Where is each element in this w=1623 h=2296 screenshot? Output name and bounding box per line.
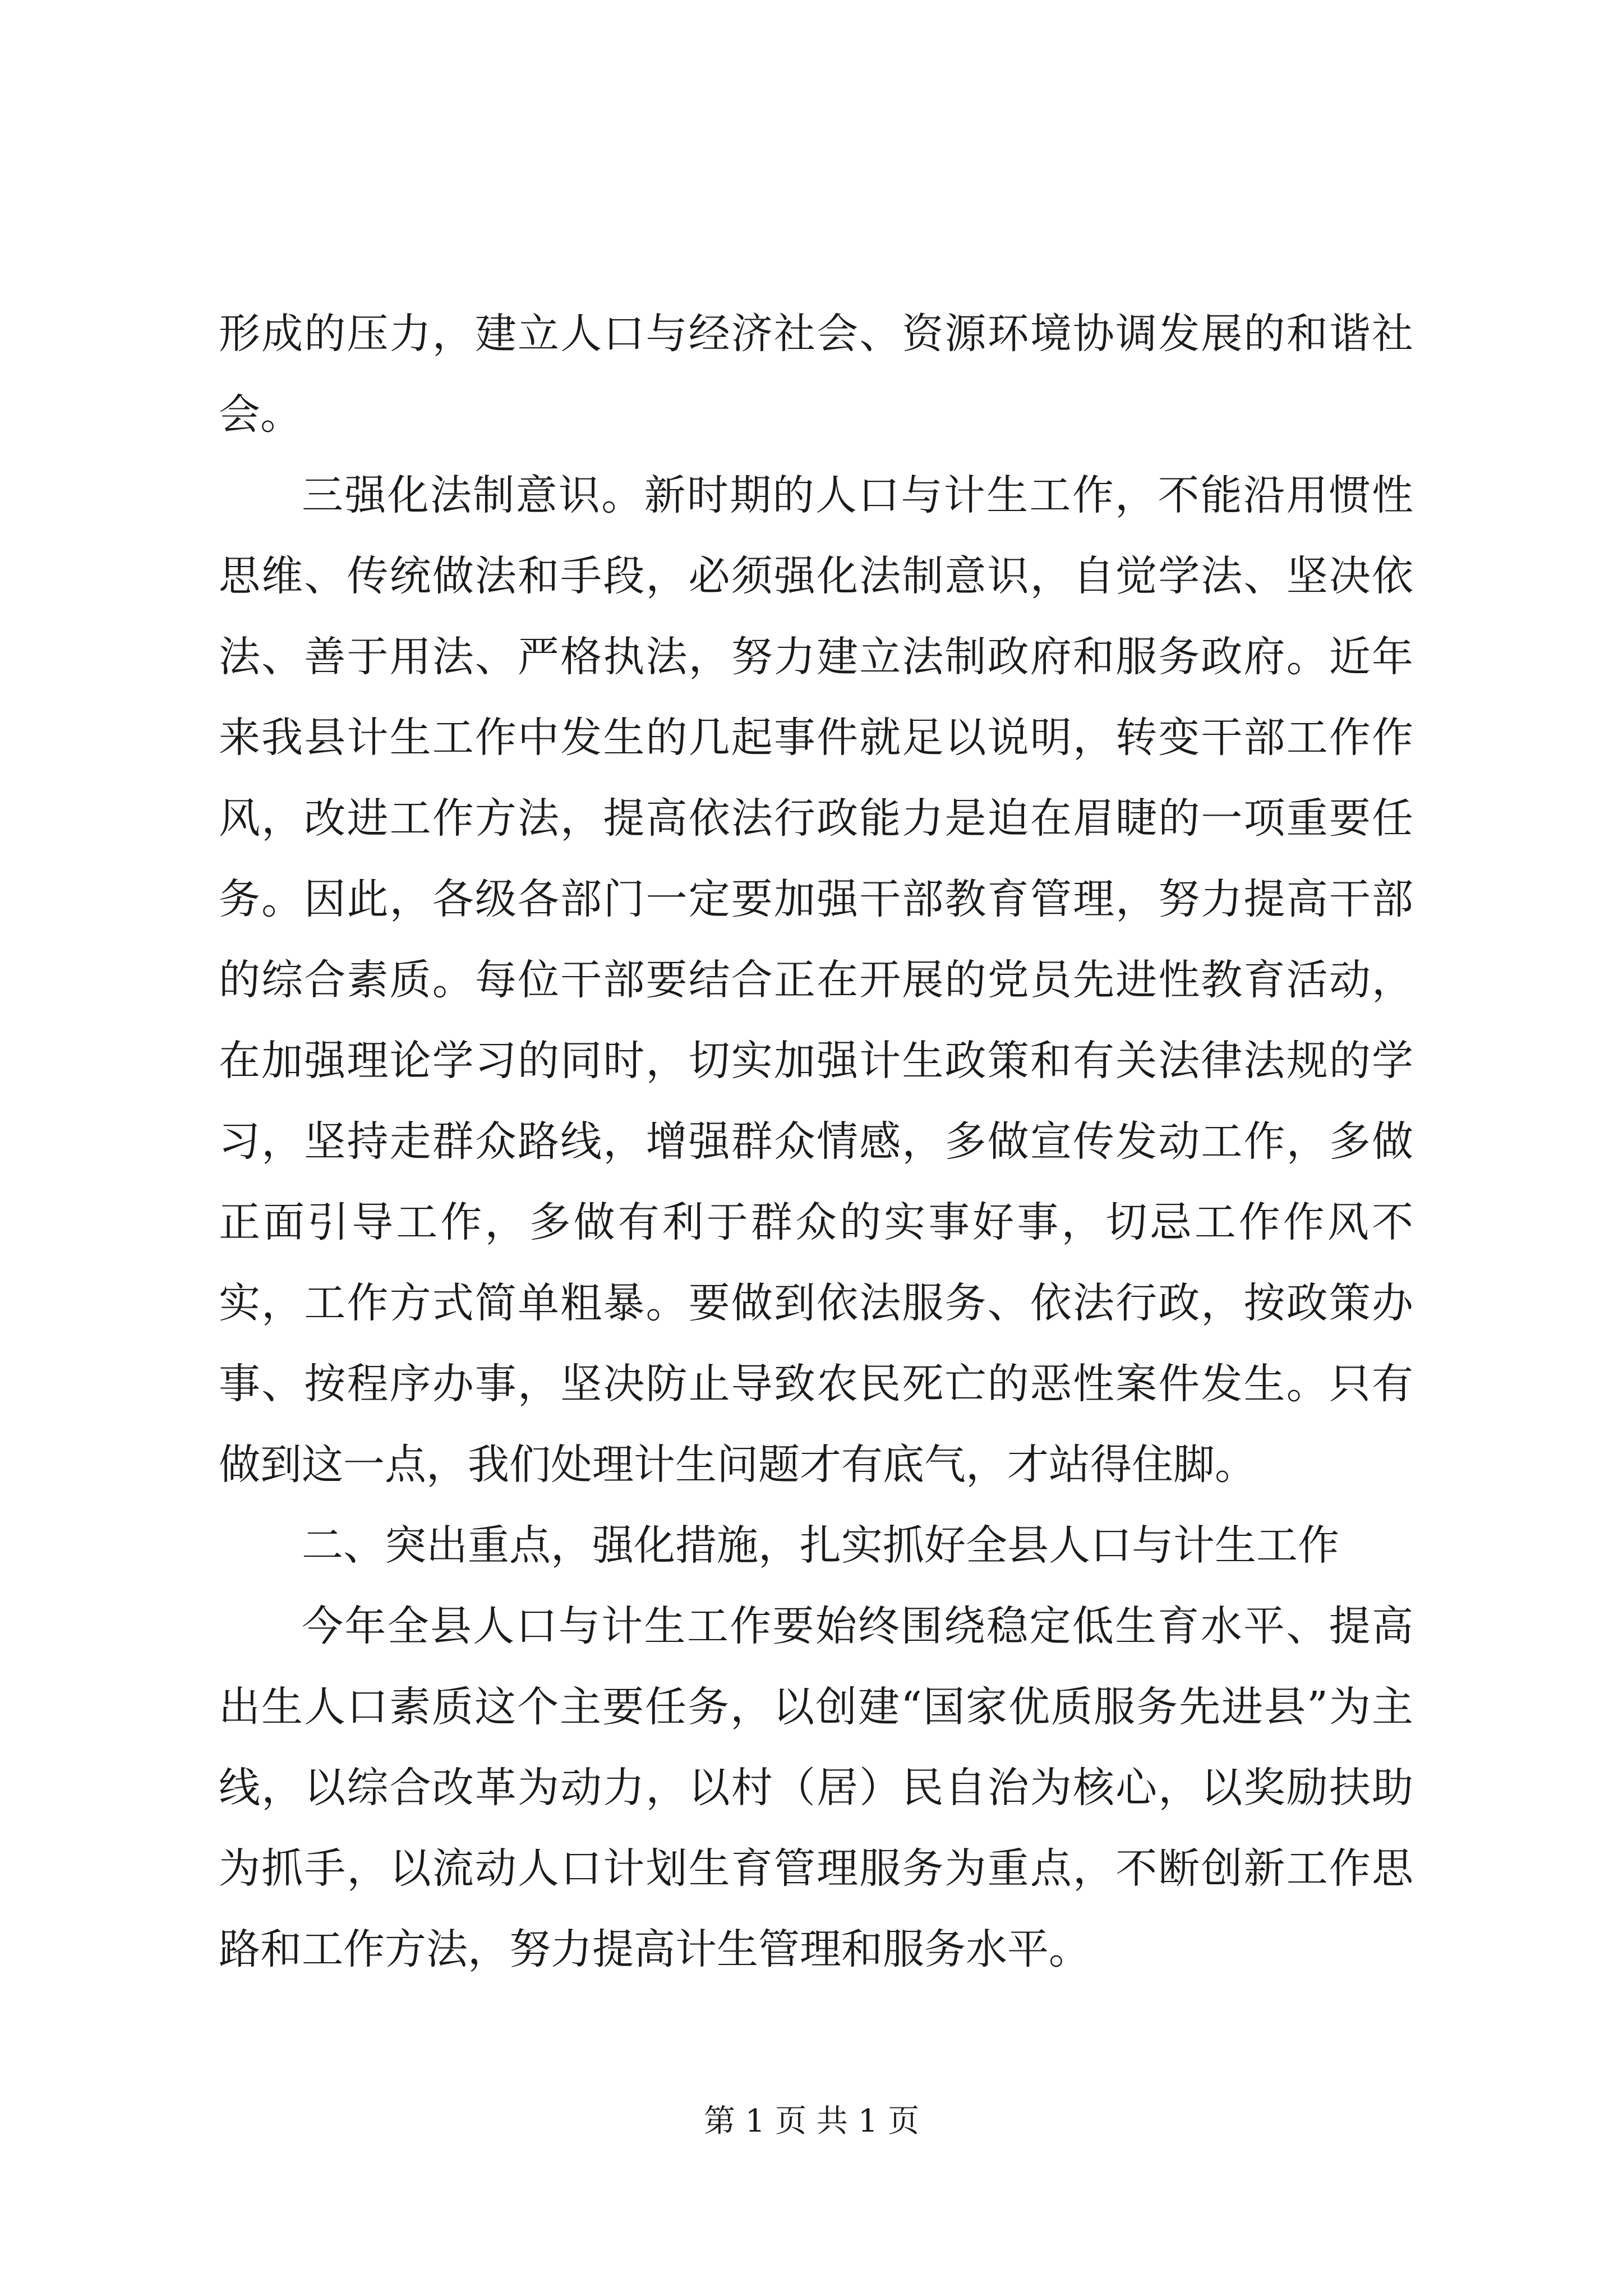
paragraph-continuation: 形成的压力，建立人口与经济社会、资源环境协调发展的和谐社会。 xyxy=(219,310,1413,439)
section-heading: 二、突出重点，强化措施，扎实抓好全县人口与计生工作 xyxy=(302,1521,1339,1570)
page-footer: 第 1 页 共 1 页 xyxy=(703,2103,920,2139)
document-body xyxy=(219,293,1413,1990)
paragraph-legal-awareness: 三强化法制意识。新时期的人口与计生工作，不能沿用惯性思维、传统做法和手段，必须强化法制意识，自觉学法、坚决依法、善于用法、严格执法，努力建立法制政府和服务政府。近年来我县计生工作中发生的几起事件就足以说明，转变干部工作作风，改进工作方法，提高依法行政能力是迫在眉睫的一项重要任务。因此，各级各部门一定要加强干部教育管理，努力提高干部的综合素质。每位干部要结合正在开展的党员先进性教育活动，在加强理论学习的同时，切实加强计生政策和有关法律法规的学习，坚持走群众路线，增强群众情感，多做宣传发动工作，多做正面引导工作，多做有利于群众的实事好事，切忌工作作风不实，工作方式简单粗暴。要做到依法服务、依法行政，按政策办事、按程序办事，坚决防止导致农民死亡的恶性案件发生。只有做到这一点，我们处理计生问题才有底气，才站得住脚。 xyxy=(219,471,1413,1489)
paragraph-annual-work: 今年全县人口与计生工作要始终围绕稳定低生育水平、提高出生人口素质这个主要任务，以创建“国家优质服务先进县”为主线，以综合改革为动力，以村（居）民自治为核心，以奖励扶助为抓手，以流动人口计划生育管理服务为重点，不断创新工作思路和工作方法，努力提高计生管理和服务水平。 xyxy=(219,1602,1413,1973)
